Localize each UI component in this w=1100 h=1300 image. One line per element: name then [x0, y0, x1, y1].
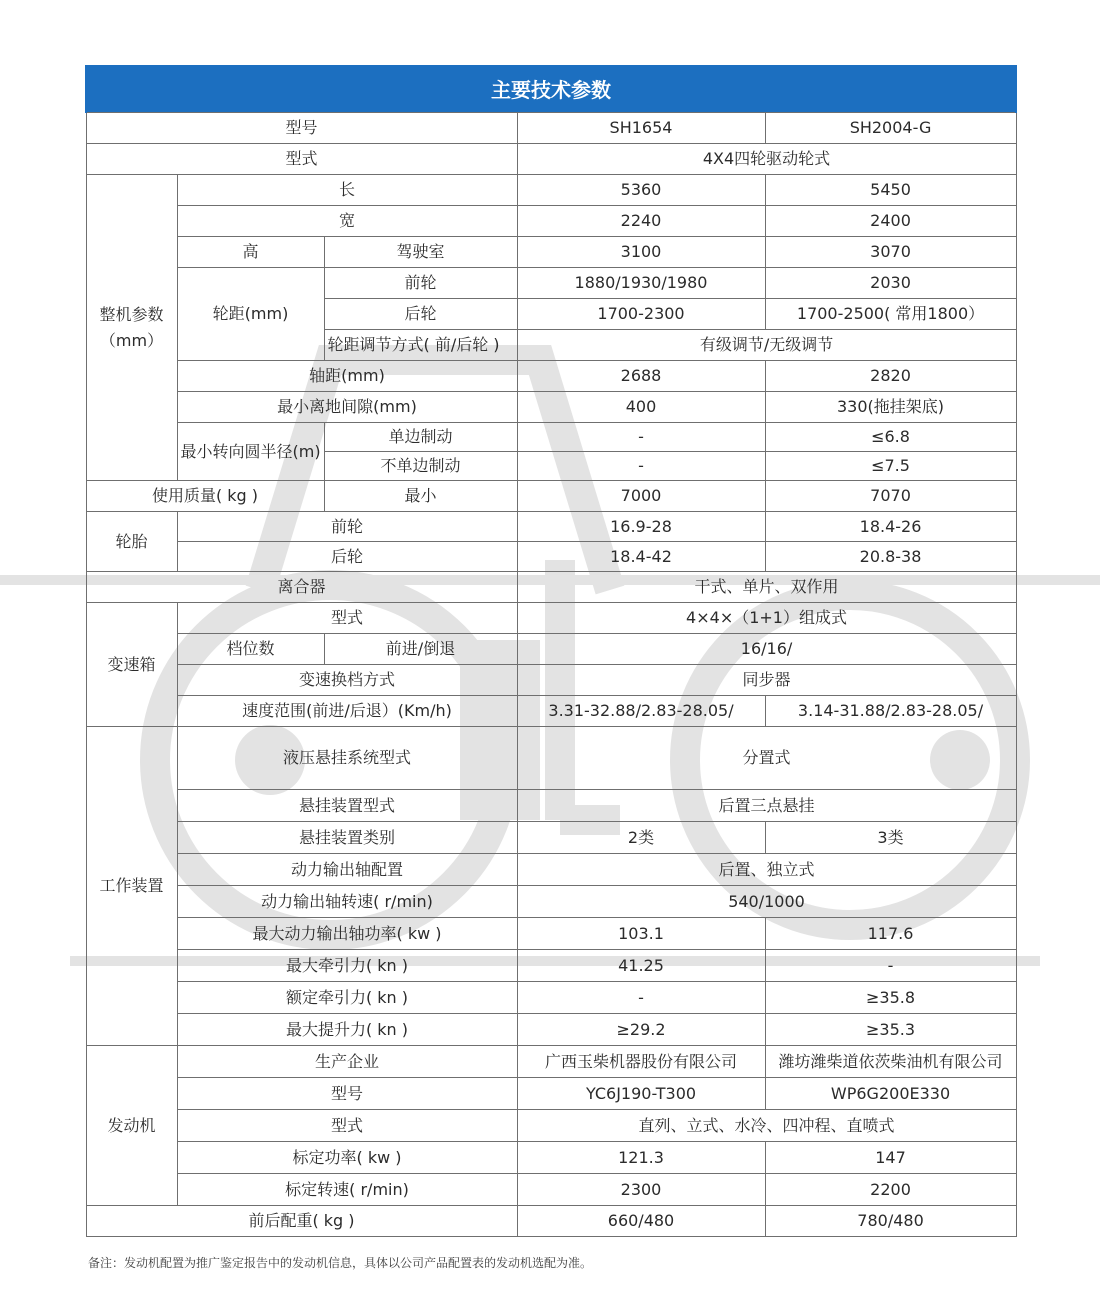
max-traction-a: 41.25 — [517, 950, 765, 982]
pto-power-b: 117.6 — [765, 918, 1016, 950]
turning-single-b: ≤6.8 — [765, 423, 1016, 452]
mass-b: 7070 — [765, 481, 1016, 512]
track-label: 轮距(mm) — [177, 268, 324, 361]
table-row — [86, 727, 1016, 790]
speed-range-a: 3.31-32.88/2.83-28.05/ — [517, 696, 765, 727]
clutch-value: 干式、单片、双作用 — [517, 572, 1016, 603]
table-row — [86, 1110, 1016, 1142]
table-row — [86, 175, 1016, 206]
max-traction-b: - — [765, 950, 1016, 982]
table-row — [86, 1014, 1016, 1046]
ballast-label: 前后配重( kg ) — [86, 1206, 517, 1237]
engine-type-label: 型式 — [177, 1110, 517, 1142]
footnote: 备注：发动机配置为推广鉴定报告中的发动机信息，具体以公司产品配置表的发动机选配为准。 — [88, 1256, 593, 1270]
table-row — [86, 1142, 1016, 1174]
max-lift-label: 最大提升力( kn ) — [177, 1014, 517, 1046]
pto-power-a: 103.1 — [517, 918, 765, 950]
width-a: 2240 — [517, 206, 765, 237]
engine-group-label: 发动机 — [86, 1046, 177, 1206]
pto-speed-value: 540/1000 — [517, 886, 1016, 918]
clutch-label: 离合器 — [86, 572, 517, 603]
header-model-b: SH2004-G — [765, 113, 1016, 144]
work-group-label: 工作装置 — [86, 727, 177, 1046]
wheelbase-a: 2688 — [517, 361, 765, 392]
track-front-label: 前轮 — [324, 268, 517, 299]
wheelbase-b: 2820 — [765, 361, 1016, 392]
table-row — [86, 918, 1016, 950]
track-adjust-label: 轮距调节方式( 前/后轮 ) — [324, 330, 517, 361]
track-adjust-value: 有级调节/无级调节 — [517, 330, 1016, 361]
engine-model-label: 型号 — [177, 1078, 517, 1110]
gearbox-group-label: 变速箱 — [86, 603, 177, 727]
track-rear-a: 1700-2300 — [517, 299, 765, 330]
rated-traction-b: ≥35.8 — [765, 982, 1016, 1014]
wheelbase-label: 轴距(mm) — [177, 361, 517, 392]
title-row — [86, 66, 1016, 113]
gears-label: 档位数 — [177, 634, 324, 665]
turning-label: 最小转向圆半径(m) — [177, 423, 324, 481]
table-title: 主要技术参数 — [86, 66, 1016, 113]
table-row — [86, 696, 1016, 727]
max-lift-b: ≥35.3 — [765, 1014, 1016, 1046]
turning-single-label: 单边制动 — [324, 423, 517, 452]
speed-range-label: 速度范围(前进/后退）(Km/h) — [177, 696, 517, 727]
clearance-a: 400 — [517, 392, 765, 423]
engine-power-label: 标定功率( kw ) — [177, 1142, 517, 1174]
turning-nosingle-label: 不单边制动 — [324, 452, 517, 481]
hitch-system-label: 液压悬挂系统型式 — [177, 727, 517, 790]
length-b: 5450 — [765, 175, 1016, 206]
engine-speed-a: 2300 — [517, 1174, 765, 1206]
tires-group-label: 轮胎 — [86, 512, 177, 572]
dims-group-text: 整机参数 （mm） — [99, 304, 164, 350]
header-param: 型号 — [86, 113, 517, 144]
max-lift-a: ≥29.2 — [517, 1014, 765, 1046]
clearance-label: 最小离地间隙(mm) — [177, 392, 517, 423]
table-row — [86, 144, 1016, 175]
ballast-a: 660/480 — [517, 1206, 765, 1237]
speed-range-b: 3.14-31.88/2.83-28.05/ — [765, 696, 1016, 727]
rated-traction-a: - — [517, 982, 765, 1014]
ballast-b: 780/480 — [765, 1206, 1016, 1237]
engine-speed-b: 2200 — [765, 1174, 1016, 1206]
tire-front-a: 16.9-28 — [517, 512, 765, 542]
engine-maker-label: 生产企业 — [177, 1046, 517, 1078]
height-sub: 驾驶室 — [324, 237, 517, 268]
mass-sub: 最小 — [324, 481, 517, 512]
table-row — [86, 423, 1016, 452]
track-front-b: 2030 — [765, 268, 1016, 299]
clearance-b: 330(拖挂架底) — [765, 392, 1016, 423]
table-row — [86, 1206, 1016, 1237]
tire-front-label: 前轮 — [177, 512, 517, 542]
table-row — [86, 206, 1016, 237]
height-a: 3100 — [517, 237, 765, 268]
tire-rear-label: 后轮 — [177, 542, 517, 572]
spec-table — [85, 65, 1017, 1237]
height-b: 3070 — [765, 237, 1016, 268]
table-row — [86, 1174, 1016, 1206]
table-row — [86, 572, 1016, 603]
mass-label: 使用质量( kg ) — [86, 481, 324, 512]
table-row — [86, 512, 1016, 542]
width-label: 宽 — [177, 206, 517, 237]
width-b: 2400 — [765, 206, 1016, 237]
table-row — [86, 392, 1016, 423]
gearbox-type-value: 4×4×（1+1）组成式 — [517, 603, 1016, 634]
engine-power-b: 147 — [765, 1142, 1016, 1174]
table-row — [86, 361, 1016, 392]
engine-power-a: 121.3 — [517, 1142, 765, 1174]
table-row — [86, 982, 1016, 1014]
track-rear-label: 后轮 — [324, 299, 517, 330]
shift-label: 变速换档方式 — [177, 665, 517, 696]
table-row — [86, 665, 1016, 696]
header-model-a: SH1654 — [517, 113, 765, 144]
turning-nosingle-b: ≤7.5 — [765, 452, 1016, 481]
gears-value: 16/16/ — [517, 634, 1016, 665]
track-rear-b: 1700-2500( 常用1800） — [765, 299, 1016, 330]
pto-config-label: 动力输出轴配置 — [177, 854, 517, 886]
table-row — [86, 886, 1016, 918]
table-row — [86, 1078, 1016, 1110]
table-row — [86, 854, 1016, 886]
tire-front-b: 18.4-26 — [765, 512, 1016, 542]
spec-table-container — [85, 65, 1015, 1237]
table-row — [86, 790, 1016, 822]
engine-maker-a: 广西玉柴机器股份有限公司 — [517, 1046, 765, 1078]
pto-power-label: 最大动力输出轴功率( kw ) — [177, 918, 517, 950]
table-row — [86, 237, 1016, 268]
turning-nosingle-a: - — [517, 452, 765, 481]
table-row — [86, 634, 1016, 665]
hitch-type-value: 后置三点悬挂 — [517, 790, 1016, 822]
engine-maker-b: 潍坊潍柴道依茨柴油机有限公司 — [765, 1046, 1016, 1078]
drive-value: 4X4四轮驱动轮式 — [517, 144, 1016, 175]
tire-rear-b: 20.8-38 — [765, 542, 1016, 572]
shift-value: 同步器 — [517, 665, 1016, 696]
engine-model-b: WP6G200E330 — [765, 1078, 1016, 1110]
table-row — [86, 268, 1016, 299]
engine-model-a: YC6J190-T300 — [517, 1078, 765, 1110]
height-label: 高 — [177, 237, 324, 268]
table-row — [86, 542, 1016, 572]
dims-group-label — [86, 175, 177, 481]
gearbox-type-label: 型式 — [177, 603, 517, 634]
hitch-type-label: 悬挂装置型式 — [177, 790, 517, 822]
table-row — [86, 1046, 1016, 1078]
drive-label: 型式 — [86, 144, 517, 175]
hitch-class-a: 2类 — [517, 822, 765, 854]
length-a: 5360 — [517, 175, 765, 206]
mass-a: 7000 — [517, 481, 765, 512]
hitch-system-value: 分置式 — [517, 727, 1016, 790]
tire-rear-a: 18.4-42 — [517, 542, 765, 572]
pto-speed-label: 动力输出轴转速( r/min) — [177, 886, 517, 918]
table-row — [86, 481, 1016, 512]
table-row — [86, 113, 1016, 144]
engine-speed-label: 标定转速( r/min) — [177, 1174, 517, 1206]
hitch-class-label: 悬挂装置类别 — [177, 822, 517, 854]
pto-config-value: 后置、独立式 — [517, 854, 1016, 886]
gears-sub: 前进/倒退 — [324, 634, 517, 665]
hitch-class-b: 3类 — [765, 822, 1016, 854]
turning-single-a: - — [517, 423, 765, 452]
max-traction-label: 最大牵引力( kn ) — [177, 950, 517, 982]
engine-type-value: 直列、立式、水冷、四冲程、直喷式 — [517, 1110, 1016, 1142]
rated-traction-label: 额定牵引力( kn ) — [177, 982, 517, 1014]
length-label: 长 — [177, 175, 517, 206]
track-front-a: 1880/1930/1980 — [517, 268, 765, 299]
table-row — [86, 603, 1016, 634]
table-row — [86, 822, 1016, 854]
table-row — [86, 950, 1016, 982]
